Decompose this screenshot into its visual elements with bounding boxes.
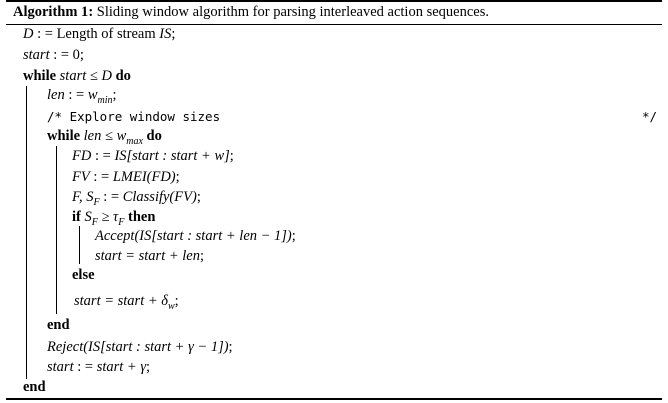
line-7 bbox=[72, 148, 234, 165]
comment-close-text: */ bbox=[642, 109, 658, 124]
comment-close bbox=[642, 108, 657, 125]
line-17 bbox=[47, 359, 150, 376]
line-6-while bbox=[47, 128, 162, 145]
semicolon: ; bbox=[196, 189, 201, 205]
keyword-else: else bbox=[72, 267, 95, 283]
algorithm-caption bbox=[13, 4, 489, 21]
semicolon: ; bbox=[171, 26, 176, 42]
keyword-if: if bbox=[72, 209, 81, 225]
var-D: D bbox=[23, 26, 34, 42]
line-16 bbox=[47, 339, 233, 356]
rhs-text: Length of stream bbox=[56, 26, 156, 42]
line-1 bbox=[23, 26, 175, 43]
keyword-do: do bbox=[146, 128, 162, 144]
keyword-while: while bbox=[47, 128, 81, 144]
line-15-end bbox=[47, 317, 70, 334]
var-F-S: F, S bbox=[72, 189, 94, 205]
line-9 bbox=[72, 189, 201, 206]
window-slice: IS[start : start + w] bbox=[114, 148, 230, 164]
semicolon: ; bbox=[199, 248, 205, 264]
var-IS: IS bbox=[159, 26, 172, 42]
algorithm-box bbox=[6, 0, 662, 399]
outer-block-line bbox=[26, 86, 27, 379]
subscript-F: F bbox=[93, 196, 100, 208]
line-13-else bbox=[72, 267, 95, 284]
accept-call: Accept(IS[start : start + len − 1]) bbox=[95, 228, 292, 244]
line-12 bbox=[95, 248, 204, 265]
semicolon: ; bbox=[175, 169, 180, 185]
caption-text: Sliding window algorithm for parsing interleaved action sequences. bbox=[96, 4, 489, 20]
semicolon: ; bbox=[174, 293, 179, 309]
start-delta-update: start = start + δ bbox=[74, 293, 168, 309]
assign-zero: : = 0; bbox=[49, 47, 84, 63]
classify-call: Classify(FV) bbox=[122, 189, 197, 205]
var-FD: FD bbox=[72, 148, 92, 164]
while-condition: len ≤ w bbox=[83, 128, 127, 144]
if-block-line bbox=[79, 226, 80, 264]
keyword-then: then bbox=[127, 209, 156, 225]
line-8 bbox=[72, 169, 180, 186]
subscript-max: max bbox=[126, 135, 143, 147]
keyword-do: do bbox=[115, 68, 131, 84]
caption-label: Algorithm 1 bbox=[13, 4, 89, 20]
subscript-w: w bbox=[168, 300, 175, 312]
assign-op: : = bbox=[73, 359, 97, 375]
caption-rule bbox=[6, 24, 662, 25]
subscript-min: min bbox=[97, 94, 113, 106]
reject-call: Reject(IS[start : start + γ − 1]) bbox=[47, 339, 229, 355]
var-w: w bbox=[87, 87, 98, 103]
semicolon: ; bbox=[146, 359, 151, 375]
assign-op: : = bbox=[99, 189, 123, 205]
line-5-comment bbox=[47, 108, 220, 125]
subscript-F: F bbox=[118, 216, 125, 228]
semicolon: ; bbox=[291, 228, 296, 244]
line-18-end bbox=[23, 379, 46, 396]
ge-tau: ≥ τ bbox=[97, 209, 119, 225]
comment-text: /* Explore window sizes bbox=[47, 109, 221, 124]
assign-op: : = bbox=[33, 26, 57, 42]
var-len: len bbox=[47, 87, 65, 103]
start-update: start = start + len bbox=[95, 248, 200, 264]
keyword-while: while bbox=[23, 68, 57, 84]
start-gamma: start + γ bbox=[96, 359, 147, 375]
line-2 bbox=[23, 47, 84, 64]
line-11 bbox=[95, 228, 296, 245]
semicolon: ; bbox=[228, 339, 233, 355]
assign-op: : = bbox=[89, 169, 113, 185]
var-start: start bbox=[47, 359, 74, 375]
while-condition: start ≤ D bbox=[59, 68, 112, 84]
line-14 bbox=[74, 293, 179, 310]
var-FV: FV bbox=[72, 169, 90, 185]
semicolon: ; bbox=[229, 148, 234, 164]
subscript-F: F bbox=[91, 216, 98, 228]
keyword-end: end bbox=[23, 379, 46, 395]
line-10-if bbox=[72, 209, 155, 226]
line-4 bbox=[47, 87, 117, 104]
var-S: S bbox=[84, 209, 92, 225]
assign-op: : = bbox=[91, 148, 115, 164]
line-3-while bbox=[23, 68, 131, 85]
lmei-call: LMEI(FD) bbox=[112, 169, 176, 185]
top-rule bbox=[6, 0, 662, 2]
bottom-rule bbox=[6, 398, 662, 400]
semicolon: ; bbox=[112, 87, 117, 103]
assign-op: : = bbox=[64, 87, 88, 103]
caption-separator: : bbox=[88, 4, 94, 20]
keyword-end: end bbox=[47, 317, 70, 333]
inner-block-line bbox=[56, 146, 57, 314]
var-start: start bbox=[23, 47, 50, 63]
